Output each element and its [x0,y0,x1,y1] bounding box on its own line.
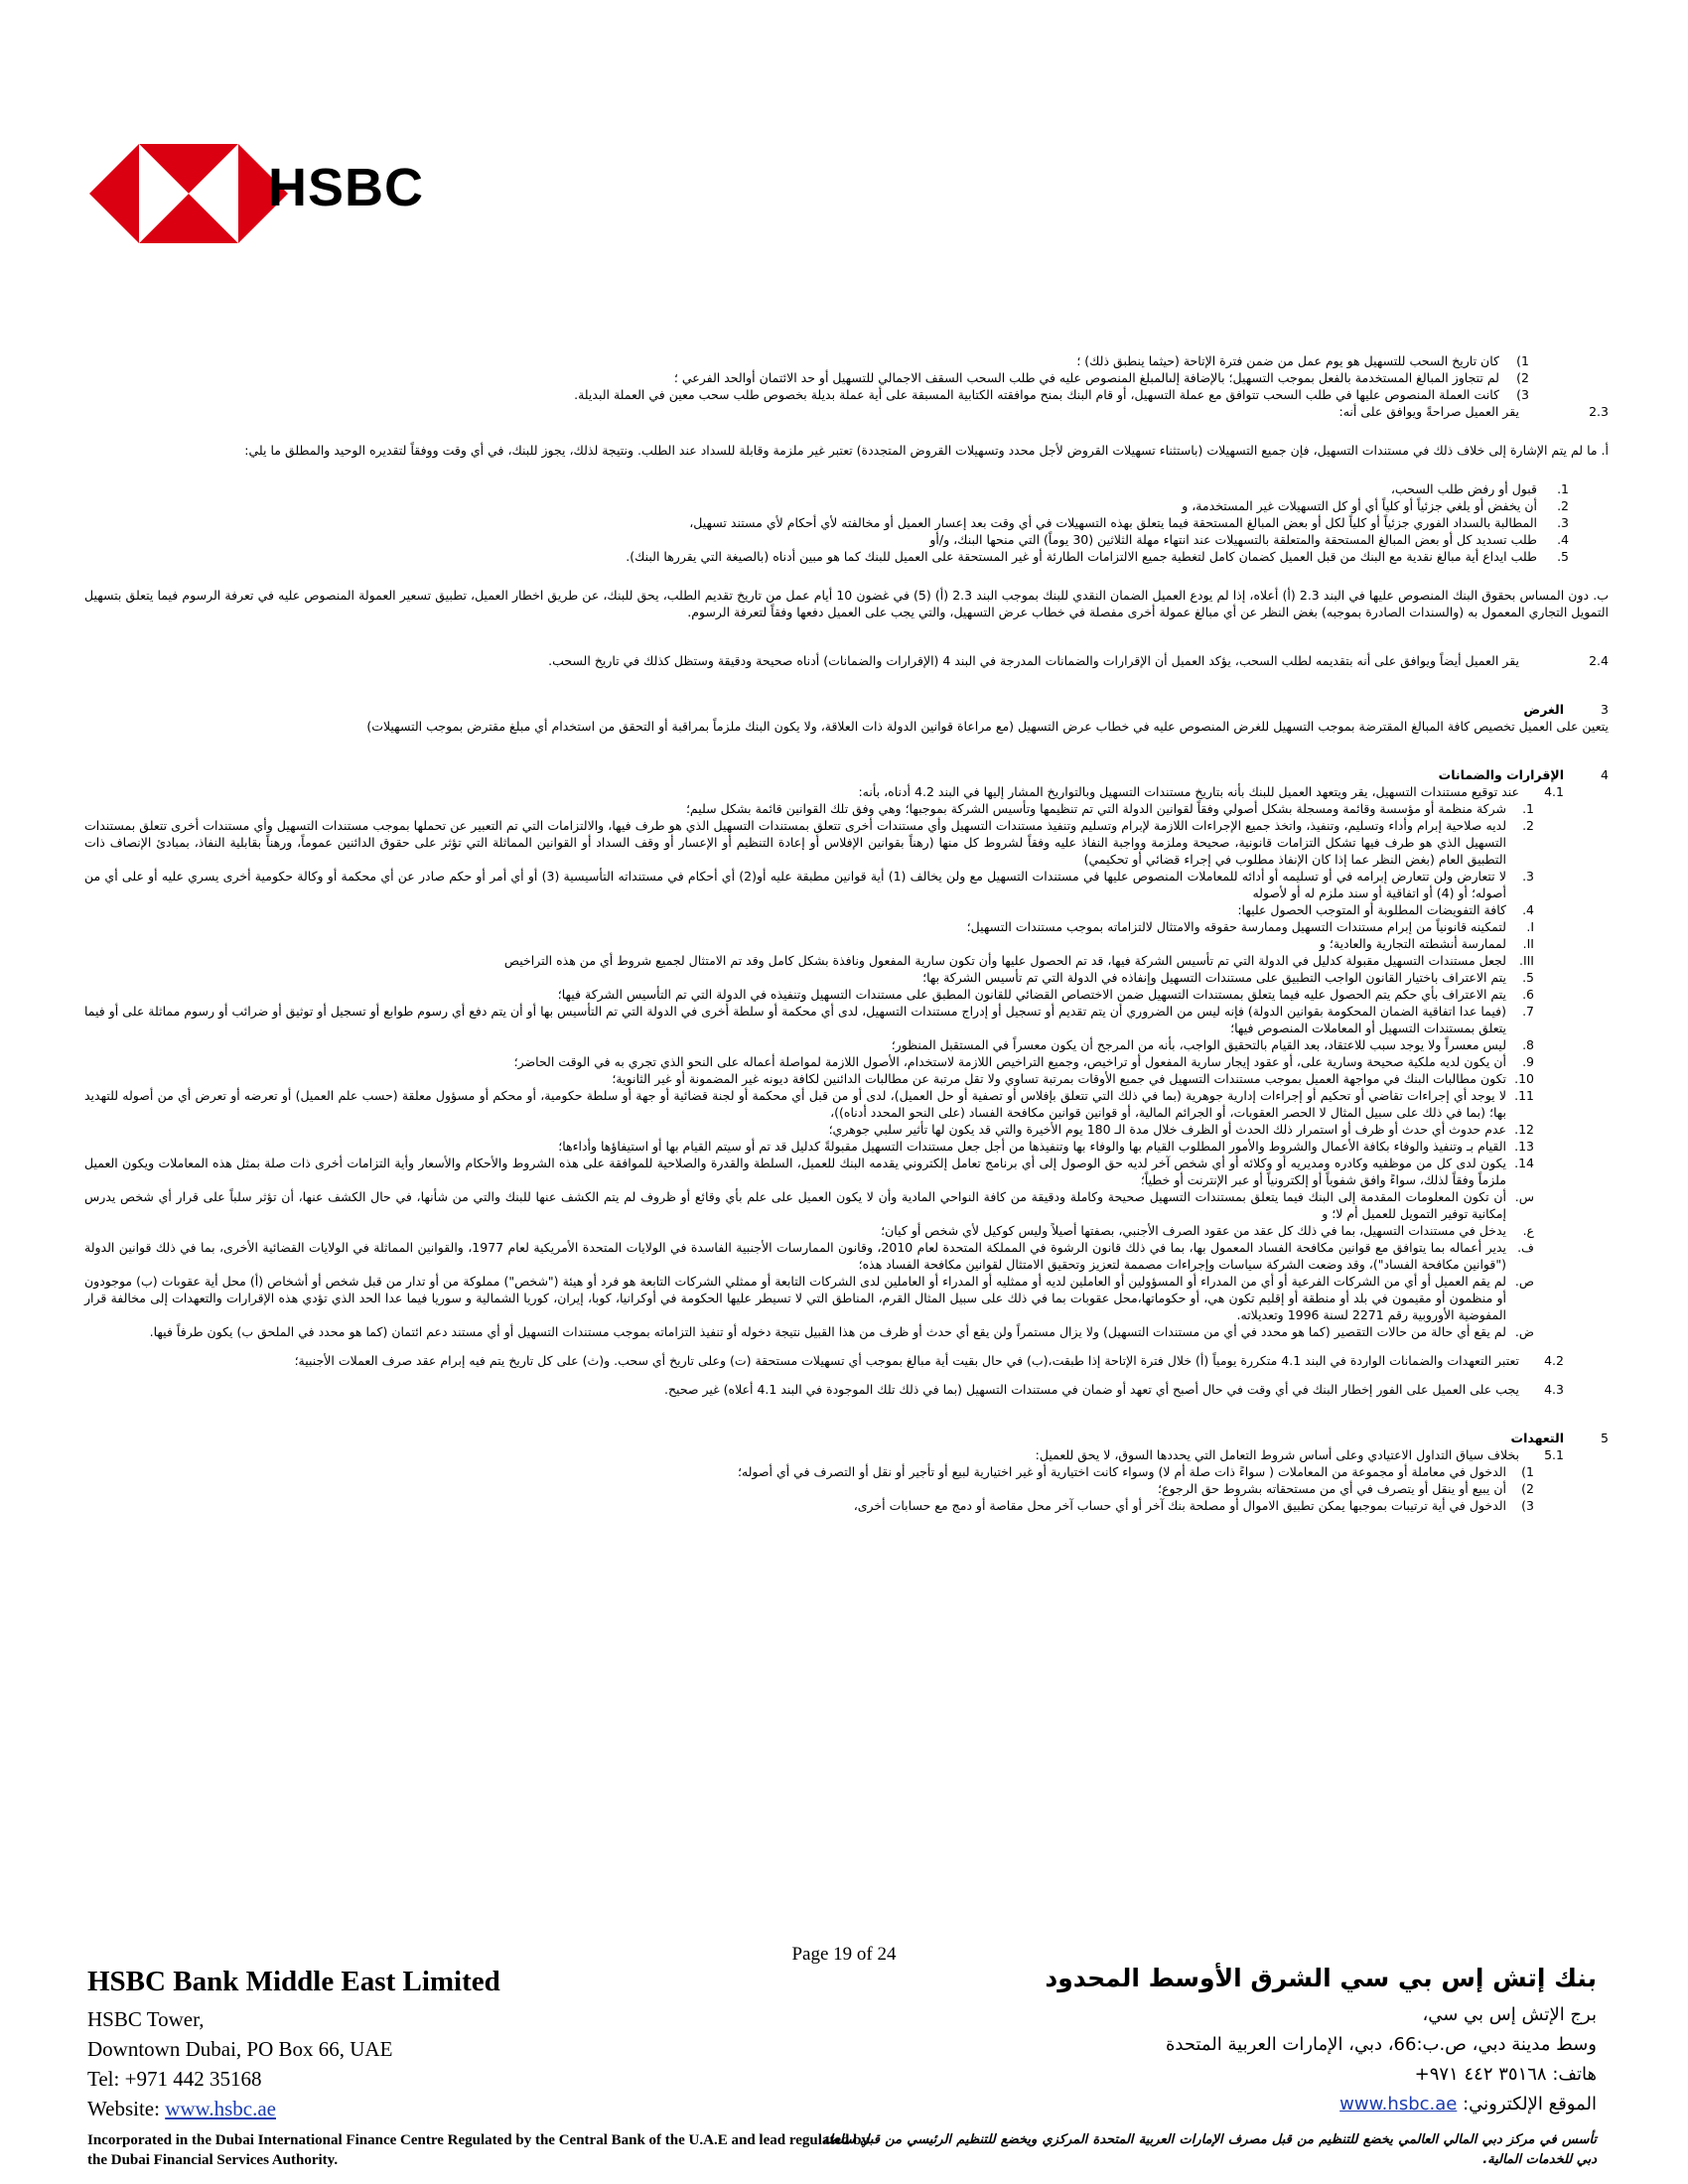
list-item: ع. يدخل في مستندات التسهيل، بما في ذلك كل عقد من عقود الصرف الأجنبي، بصفتها أصيلاً وليس كوكيل لأي شخص أو كيان؛ [881,1223,1534,1238]
clause-2-3-b: ب. دون المساس بحقوق البنك المنصوص عليها في البند 2.3 (أ) أعلاه، إذا لم يودع العميل الضمان النقدي للبنك بموجب البند 2.3 (أ) (5) في غضون 10 أيام عمل من تاريخ تقديم الطلب، يحق للبنك، عن طريق اخطار العميل، تطبيق تسعير العمولة المنصوص عليه في تعرفة الرسوم فيما يتعلق بتسهيل التمويل التجاري المعمول به (والسندات الصادرة بموجبه) بغض النظر عن أي مبالغ عمولة أخرى مفصلة في خطاب عرض التسهيل، والتي يجب على العميل دفعها وفقاً لتعرفة الرسوم. [84,588,1609,619]
website-line-ar: الموقع الإلكتروني: www.hsbc.ae [1339,2094,1597,2115]
phone-line: Tel: +971 442 35168 [87,2067,262,2091]
list-item: 1. شركة منظمة أو مؤسسة وقائمة ومسجلة بشكل أصولي وفقاً لقوانين الدولة التي تم تنظيمها وتأسيس الشركة بموجبها؛ وهي وفق تلك القوانين قائمة بشكل سليم؛ [685,801,1534,816]
list-item: 5. يتم الاعتراف باختيار القانون الواجب التطبيق على مستندات التسهيل وإنفاذه في الدولة التي تم تأسيس الشركة بها؛ [922,970,1534,985]
bank-name-ar: بنك إتش إس بي سي الشرق الأوسط المحدود [1045,1964,1597,1992]
legal-notice-en: Incorporated in the Dubai International Finance Centre Regulated by the Central Bank of the U.A.E and lead regulated by the Dubai Financial Services Authority. [87,2132,869,2168]
list-item: 3. لا تتعارض ولن تتعارض إبرامه في أو تسليمه أو أدائه للمعاملات المنصوص عليها في مستندات التسهيل مع ولن يخالف (1) أية قوانين مطبقة عليه أو(2) أي أحكام في مستنداته التأسيسية (3) أو أي أمر أو حكم صادر عن أي محكمة أو وكالة حكومية أخرى يسري عليه أو على أي من أصوله؛ أو (4) أو اتفاقية أو سند ملزم له أو لأصوله [84,869,1534,900]
website-link-ar[interactable]: www.hsbc.ae [1339,2094,1458,2115]
clause-2-3: 2.3 يقر العميل صراحةً ويوافق على أنه: [1338,404,1609,419]
website-link[interactable]: www.hsbc.ae [165,2097,276,2120]
list-item: 8. ليس معسراً ولا يوجد سبب للاعتقاد، بعد القيام بالتحقيق الواجب، بأنه من المرجح أن يكون معسراً في المستقبل المنظور؛ [891,1037,1534,1052]
list-item: 13. القيام بـ وتنفيذ والوفاء بكافة الأعمال والشروط والأمور المطلوب القيام بها والوفاء بها وتنفيذها من أجل جعل مستندات التسهيل مقبولةً كدليل قد تم أو سيتم القيام بها أو استيفاؤها وأداءها؛ [558,1139,1534,1154]
clause-4-2: 4.2 تعتبر التعهدات والضمانات الواردة في البند 4.1 متكررة يومياً (أ) خلال فترة الإتاحة إذا طبقت،(ب) في حال بقيت أية مبالغ بموجب أي تسهيلات مستحقة (ت) وعلى تاريخ أي سحب. و(ث) على كل تاريخ يتم فيه إبرام عقد صرف العملات الأجنبية؛ [294,1353,1564,1368]
clause-2-3-a: أ. ما لم يتم الإشارة إلى خلاف ذلك في مستندات التسهيل، فإن جميع التسهيلات (باستثناء تسهيلات القروض لأجل محدد وتسهيلات القروض المتجددة) تعتبر غير ملزمة وقابلة للسداد عند الطلب. ونتيجة لذلك، يجوز للبنك، في أي وقت ووفقاً لتقديره الوحيد والمطلق ما يلي: [244,443,1609,458]
list-item: 14. يكون لدى كل من موظفيه وكادره ومديريه أو وكلائه أو أي شخص آخر لديه حق الوصول إلى أي برنامج تعامل إلكتروني يقدمه البنك للعميل، السلطة والقدرة والصلاحية للموافقة على هذه الشروط والأحكام والأسعار وأية التزامات أخرى ذات صلة بمثل هذه المعاملات ويكون العميل ملزماً وفقاً لذلك، سواءً وافق شفوياً أو إلكترونياً أو عبر الإنترنت أو خطياً؛ [84,1156,1534,1187]
bank-name-en: HSBC Bank Middle East Limited [87,1966,500,1997]
section-5-heading: 5 التعهدات [1510,1431,1609,1445]
list-item: 9. أن يكون لديه ملكية صحيحة وسارية على، أو عقود إيجار سارية المفعول أو تراخيص، وجميع التراخيص اللازمة لاستخدام، الأصول اللازمة لمواصلة أعماله على النحو الذي تجري به في الوقت الحاضر؛ [513,1054,1534,1069]
footer-arabic [1045,1964,1597,2119]
list-item: 1) كان تاريخ السحب للتسهيل هو يوم عمل من ضمن فترة الإتاحة (حيثما ينطبق ذلك) ؛ [1076,353,1529,368]
list-item: 3) الدخول في أية ترتيبات بموجبها يمكن تطبيق الاموال أو مصلحة بنك آخر أو أي حساب آخر محل مقاصة أو دمج مع حسابات أخرى، [853,1498,1534,1513]
document-body [84,352,1609,1514]
list-item: ض. لم يقع أي حالة من حالات التقصير (كما هو محدد في أي من مستندات التسهيل) ولا يزال مستمراً ولن يقع أي حدث أو ظرف من هذا القبيل نتيجة دخوله أو تنفيذ التزاماته بموجب مستندات التسهيل أو أي مستند دعم ائتمان (كما هو محدد في الملحق ب) يكون طرفاً فيها. [149,1324,1534,1339]
list-item: 2) لم تتجاوز المبالغ المستخدمة بالفعل بموجب التسهيل؛ بالإضافة إلىالمبلغ المنصوص عليه في طلب السحب السقف الاجمالي للتسهيل أو حد الائتمان أوالحد الفرعي ؛ [673,370,1529,385]
list-item: 7. (فيما عدا اتفاقية الضمان المحكومة بقوانين الدولة) فإنه ليس من الضروري أن يتم تقديم أو تسجيل أو إدراج مستندات التسهيل، لدى أي محكمة أو سلطة أخرى في الدولة التي تم التأسيس بها أو أن يتم دفع أي رسوم طوابع أو تسجيل أو توثيق أو ضرائب أو رسوم مماثلة على أو فيما يتعلق بمستندات التسهيل أو المعاملات المنصوص فيها؛ [84,1004,1534,1035]
section-3-text: يتعين على العميل تخصيص كافة المبالغ المقترضة بموجب التسهيل للغرض المنصوص عليه في خطاب عرض التسهيل (مع مراعاة قوانين الدولة ذات العلاقة، ولا يكون البنك ملزماً بمراقبة أو التحقق من استخدام أي مبلغ مقترض بموجب التسهيلات) [366,719,1609,734]
address-line-2-ar: وسط مدينة دبي، ص.ب:66، دبي، الإمارات العربية المتحدة [1165,2034,1597,2055]
logo-wordmark: HSBC [268,158,425,217]
section-3-heading: 3 الغرض [1523,702,1609,717]
list-item: III. لجعل مستندات التسهيل مقبولة كدليل في الدولة التي تم تأسيس الشركة فيها، قد تم الحصول عليها وأن تكون سارية المفعول ونافذة بشكل كامل وقد تم الامتثال لجميع شروط أي من هذه التراخيص [503,953,1534,968]
list-item: II. لممارسة أنشطته التجارية والعادية؛ و [1319,936,1534,951]
section-4-heading: 4 الإقرارات والضمانات [1438,767,1609,782]
list-item: 1) الدخول في معاملة أو مجموعة من المعاملات ( سواءً ذات صلة أم لا) وسواء كانت اختيارية أو غير اختيارية لبيع أو تأجير أو نقل أو التصرف في أي أصوله؛ [737,1464,1534,1479]
list-item: 6. يتم الاعتراف بأي حكم يتم الحصول عليه فيما يتعلق بمستندات التسهيل ضمن الاختصاص القضائي للقانون المطبق على مستندات التسهيل وتنفيذه في الدولة التي تم التأسيس الشركة فيها؛ [557,987,1534,1002]
address-line-1-ar: برج الإتش إس بي سي، [1422,2004,1597,2025]
list-item: I. لتمكينه قانونياً من إبرام مستندات التسهيل وممارسة حقوقه والامتثال لالتزاماته بموجب مستندات التسهيل؛ [966,919,1534,934]
list-item: 12. عدم حدوث أي حدث أو ظرف أو استمرار ذلك الحدث أو الظرف خلال مدة الـ 180 يوم الأخيرة والتي قد يكون لها تأثير سلبي جوهري؛ [828,1122,1534,1137]
footer-english [87,1966,500,2123]
clause-4-1-list [84,800,1534,1340]
legal-notice-ar: تأسس في مركز دبي المالي العالمي يخضع للتنظيم من قبل مصرف الإمارات العربية المتحدة المركزي ويخضع للتنظيم الرئيسي من قبل سلطة دبي للخدمات المالية. [822,2132,1597,2167]
list-item: 3. المطالبة بالسداد الفوري جزئياً أو كلياً لكل أو بعض المبالغ المستحقة فيما يتعلق بهذه التسهيلات في أي وقت بعد إعسار العميل أو مخالفته لأي أحكام لأي مستند تسهيل، [689,515,1569,530]
list-item: ص. لم يقم العميل أو أي من الشركات الفرعية أو أي من المدراء أو المسؤولين أو العاملين لديه أو ممثليه أو المدراء أو العاملين لدى الشركات التابعة أو ممثلي الشركات التابعة هو فرد أو هيئة ("شخص") مملوكة من أو تدار من قبل شخص أو أشخاص (أ) محل أية عقوبات (ب) موجودون أو منظمون أو مقيمون في بلد أو منطقة أو إقليم تكون هي، أو حكوماتها،محل عقوبات بما في ذلك على سبيل المثال القرم، المناطق التي لا تسيطر عليها الحكومة في أوكرانيا، كوبا، إيران، كوريا الشمالية و سوريا فيما عدا الحد الذي تؤدي هذه الإقرارات والتعهدات إلى مخالفة قرار المفوضية الأوروبية رقم 2271 لسنة 1996 وتعديلاته. [84,1274,1534,1322]
list-item: 4. طلب تسديد كل أو بعض المبالغ المستحقة والمتعلقة بالتسهيلات عند انتهاء مهلة الثلاثين (30 يوماً) التي منحها البنك، و/أو [929,532,1569,547]
list-item: 10. تكون مطالبات البنك في مواجهة العميل بموجب مستندات التسهيل في جميع الأوقات بمرتبة تساوي ولا تقل مرتبة عن مطالبات الدائنين لكافة ديونه غير المضمونة أو غير الثانوية؛ [612,1071,1534,1086]
clause-5-1-list [84,1463,1534,1514]
phone-line-ar: هاتف: ٣٥١٦٨ ٤٤٢ ٩٧١+ [1414,2064,1597,2085]
list-item: 2. لديه صلاحية إبرام وأداء وتسليم، وتنفيذ، واتخذ جميع الإجراءات اللازمة لإبرام وتسليم وتنفيذ مستندات التسهيل وأي مستندات أخرى تتعلق بمستندات التسهيل الذي هو طرف فيها، والالتزامات التي تم التعبير عن تحملها بموجب مستندات التسهيل وأي مستندات أخرى تتعلق بمستندات التسهيل الذي هو طرف فيها تشكل التزامات قانونية، صحيحة وملزمة وواجبة النفاذ عليه وفقاً لشروط كل منها (رهناً بقوانين الإفلاس أو إعادة التنظيم أو الإعسار أو وقف السداد أو القوانين المماثلة التي تؤثر على حقوق الدائنين عموماً، ورهناً بقابلية النفاذ، بمبادئ الإنصاف ذات التطبيق العام (بغض النظر عما إذا كان الإنفاذ مطلوب في إجراء قضائي أو تحكيمي) [84,818,1534,867]
list-item: س. أن تكون المعلومات المقدمة إلى البنك فيما يتعلق بمستندات التسهيل صحيحة وكاملة ودقيقة من كافة النواحي المادية وأن لا يكون العميل على علم بأي وقائع أو ظروف لم يتم الكشف عنها للبنك والتي من شأنها، في حال الكشف عنها، أن تؤثر سلباً على قرار أي شخص يدرس إمكانية توفير التمويل للعميل أم لا؛ و [84,1189,1534,1221]
clause-4-1: 4.1 عند توقيع مستندات التسهيل، يقر ويتعهد العميل للبنك بأنه بتاريخ مستندات التسهيل وبالتواريخ المشار إليها في البند 4.2 أدناه، بأنه: [858,784,1564,799]
website-line: Website: www.hsbc.ae [87,2097,276,2120]
drawdown-conditions [84,352,1529,403]
list-item: 5. طلب ايداع أية مبالغ نقدية مع البنك من قبل العميل كضمان كامل لتغطية جميع الالتزامات الطارئة أو غير المستحقة على العميل للبنك كما هو مبين أدناه (بالصيغة التي يقررها البنك). [626,549,1569,564]
list-item: 11. لا يوجد أي إجراءات تقاضي أو تحكيم أو إجراءات إدارية جوهرية (بما في ذلك التي تتعلق بإفلاس أو تصفية أو حل العميل)، لدى أو من قبل أي محكمة أو لجنة قضائية أو جهة أو سلطة حكومية، أو محكم أو مسؤول معلقة (حسب علم العميل) أو تعرضه أو تعرض أي من أصوله للتهديد بها؛ (بما في ذلك على سبيل المثال لا الحصر العقوبات، أو الجرائم المالية، أو قوانين قوانين مكافحة الفساد (على النحو المحدد أدناه))، [84,1088,1534,1120]
clause-2-3-a-list [84,480,1569,565]
list-item: 1. قبول أو رفض طلب السحب، [1390,481,1569,496]
list-item: 2) أن يبيع أو ينقل أو يتصرف في أي من مستحقاته بشروط حق الرجوع؛ [1158,1481,1534,1496]
clause-5-1: 5.1 بخلاف سياق التداول الاعتيادي وعلى أساس شروط التعامل التي يحددها السوق، لا يحق للعميل: [1035,1447,1564,1462]
list-item: 4. كافة التفويضات المطلوبة أو المتوجب الحصول عليها: [1237,902,1534,917]
page-number: Page 19 of 24 [791,1944,897,1965]
clause-2-4: 2.4 يقر العميل أيضاً ويوافق على أنه بتقديمه لطلب السحب، يؤكد العميل أن الإقرارات والضمانات المدرجة في البند 4 (الإقرارات والضمانات) أدناه صحيحة ودقيقة وستظل كذلك في تاريخ السحب. [548,653,1609,668]
list-item: ف. يدير أعماله بما يتوافق مع قوانين مكافحة الفساد المعمول بها، بما في ذلك قانون الرشوة في المملكة المتحدة لعام 2010، وقانون الممارسات الأجنبية الفاسدة في الولايات المتحدة الأمريكية لعام 1977، والقوانين المماثلة في الولايات القضائية الأخرى، بما في ذلك قوانين الدولة ("قوانين مكافحة الفساد")، وقد وضعت الشركة سياسات وإجراءات مصممة لتعزيز وتحقيق الامتثال لقوانين مكافحة الفساد هذه؛ [84,1240,1534,1272]
address-line-2: Downtown Dubai, PO Box 66, UAE [87,2037,393,2061]
address-line-1: HSBC Tower, [87,2007,205,2031]
clause-4-3: 4.3 يجب على العميل على الفور إخطار البنك في أي وقت في حال أصبح أي تعهد أو ضمان في مستندات التسهيل (بما في ذلك تلك الموجودة في البند 4.1 أعلاه) غير صحيح. [664,1382,1564,1397]
list-item: 2. أن يخفض أو يلغي جزئياً أو كلياً أي أو كل التسهيلات غير المستخدمة، و [1182,498,1569,513]
list-item: 3) كانت العملة المنصوص عليها في طلب السحب تتوافق مع عملة التسهيل، أو قام البنك بمنح موافقته الكتابية المسبقة على أية عملة بديلة بخصوص طلب سحب معين في العملة البديلة. [574,387,1529,402]
